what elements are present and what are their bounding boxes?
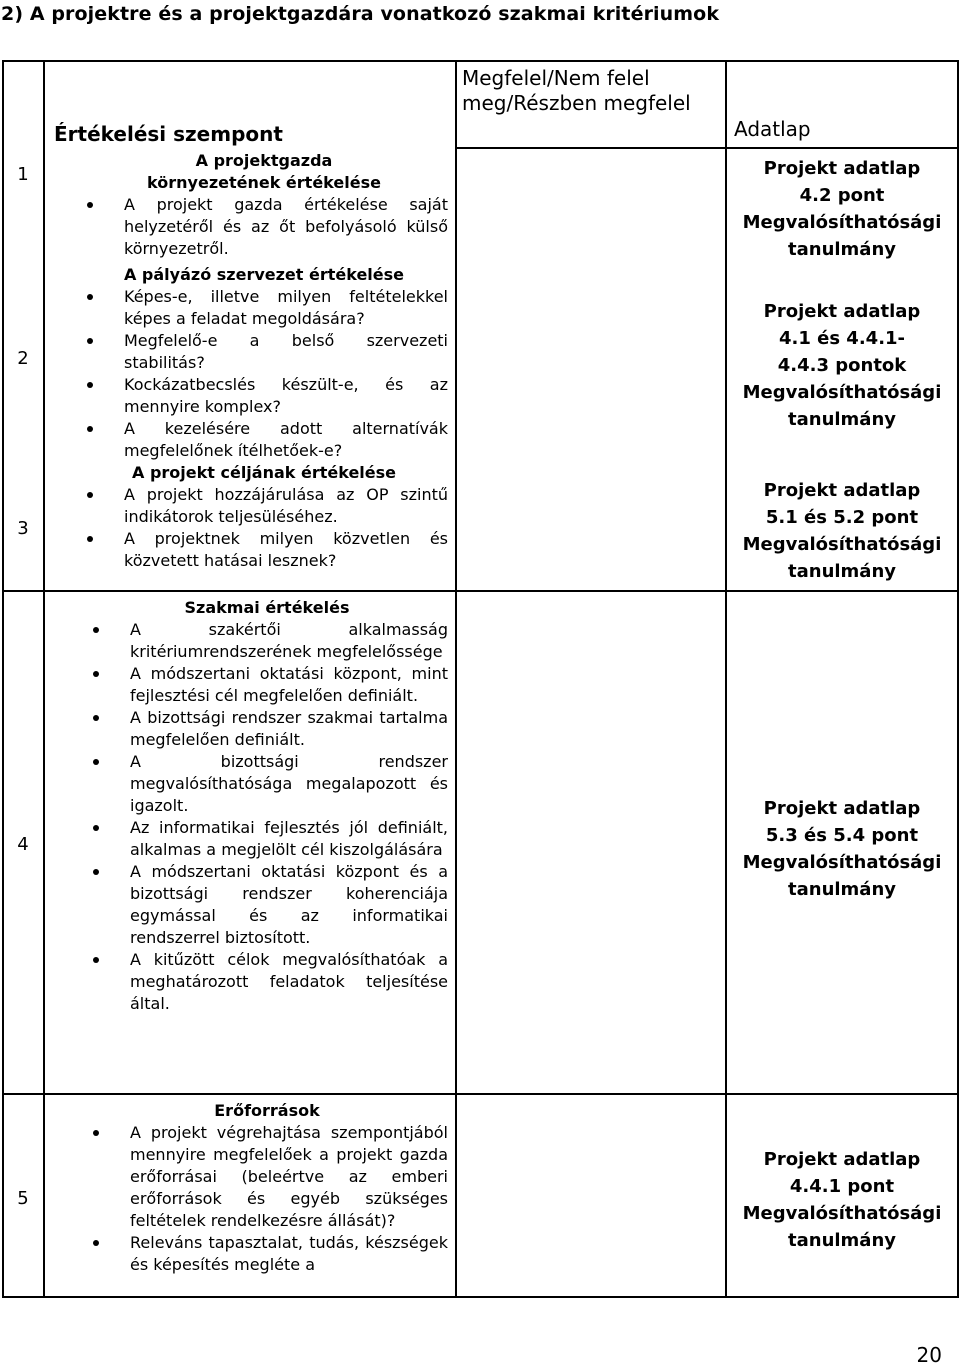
- datasheet-study: Megvalósíthatósági tanulmány: [742, 1203, 942, 1251]
- criterion-title: A pályázó szervezet értékelése: [123, 265, 405, 284]
- criterion-title: Szakmai értékelés: [184, 598, 350, 617]
- criterion-title: Erőforrások: [214, 1101, 320, 1120]
- list-item: A kitűzött célok megvalósíthatóak a meghatározott feladatok teljesítése által.: [86, 949, 448, 1015]
- row-divider: [2, 590, 958, 592]
- criterion-list: [80, 194, 448, 260]
- criterion-list: [86, 619, 448, 1015]
- section-heading: 2) A projektre és a projektgazdára vonatkozó szakmai kritériumok: [1, 3, 720, 25]
- datasheet-reference: Projekt adatlap 4.4.1 pont: [763, 1149, 921, 1197]
- datasheet-reference: Projekt adatlap 4.2 pont: [763, 158, 921, 206]
- datasheet-reference: Projekt adatlap 5.1 és 5.2 pont: [763, 480, 921, 528]
- table-border-top: [2, 60, 958, 62]
- list-item: A módszertani oktatási központ, mint fejlesztési cél megfelelően definiált.: [86, 663, 448, 707]
- criterion-list: [80, 286, 448, 462]
- list-item: A projekt gazda értékelése saját helyzetéről és az őt befolyásoló külső környezetről.: [80, 194, 448, 260]
- table-border-bottom: [2, 1296, 958, 1298]
- list-item: A projekt végrehajtása szempontjából mennyire megfelelőek a projekt gazda erőforrásai (beleértve az emberi erőforrások és egyéb szükséges feltételek rendelkezésre állását)?: [86, 1122, 448, 1232]
- datasheet-study: Megvalósíthatósági tanulmány: [742, 852, 942, 900]
- list-item: A bizottsági rendszer szakmai tartalma megfelelően definiált.: [86, 707, 448, 751]
- criterion-group: [80, 462, 448, 572]
- header-divider: [455, 147, 727, 149]
- datasheet-cell: [727, 1146, 957, 1254]
- datasheet-study: Megvalósíthatósági tanulmány: [742, 212, 942, 260]
- list-item: Képes-e, illetve milyen feltételekkel képes a feladat megoldására?: [80, 286, 448, 330]
- list-item: A szakértői alkalmasság kritériumrendszerének megfelelőssége: [86, 619, 448, 663]
- criterion-list: [86, 1122, 448, 1276]
- table-border-left: [2, 60, 4, 1298]
- row-number: 4: [17, 834, 29, 855]
- list-item: Releváns tapasztalat, tudás, készségek és képesítés megléte a: [86, 1232, 448, 1276]
- column-divider: [455, 60, 457, 1298]
- criterion-list: [80, 484, 448, 572]
- datasheet-cell: [727, 795, 957, 903]
- datasheet-cell: [727, 477, 957, 585]
- list-item: A projekt hozzájárulása az OP szintű indikátorok teljesüléséhez.: [80, 484, 448, 528]
- criterion-group: [80, 264, 448, 462]
- datasheet-study: Megvalósíthatósági tanulmány: [742, 534, 942, 582]
- datasheet-cell: [727, 155, 957, 263]
- row-divider: [2, 1093, 958, 1095]
- row-number: 1: [17, 164, 29, 185]
- list-item: A módszertani oktatási központ és a bizottsági rendszer koherenciája egymással és az informatikai rendszerrel biztosított.: [86, 861, 448, 949]
- datasheet-reference: Projekt adatlap 4.1 és 4.4.1-4.4.3 pontok: [763, 301, 921, 376]
- header-divider: [727, 147, 958, 149]
- list-item: A bizottsági rendszer megvalósíthatósága megalapozott és igazolt.: [86, 751, 448, 817]
- list-item: A projektnek milyen közvetlen és közvetett hatásai lesznek?: [80, 528, 448, 572]
- column-header-compliance: Megfelel/Nem felel meg/Részben megfelel: [462, 66, 691, 115]
- criterion-group: [86, 1100, 448, 1276]
- datasheet-study: Megvalósíthatósági tanulmány: [742, 382, 942, 430]
- criterion-title: A projekt céljának értékelése: [132, 463, 396, 482]
- page-number: 20: [916, 1343, 942, 1367]
- column-header-datasheet: Adatlap: [734, 117, 811, 141]
- table-border-right: [957, 60, 959, 1298]
- list-item: A kezelésére adott alternatívák megfelelőnek ítélhetőek-e?: [80, 418, 448, 462]
- datasheet-reference: Projekt adatlap 5.3 és 5.4 pont: [763, 798, 921, 846]
- column-header-criterion: Értékelési szempont: [54, 122, 283, 146]
- row-number: 3: [17, 518, 29, 539]
- list-item: Kockázatbecslés készült-e, és az mennyire komplex?: [80, 374, 448, 418]
- row-number: 2: [17, 348, 29, 369]
- datasheet-cell: [727, 298, 957, 433]
- column-divider: [43, 60, 45, 1298]
- criterion-group: [86, 597, 448, 1015]
- criterion-group: [80, 150, 448, 260]
- criterion-title: A projektgazda környezetének értékelése: [147, 151, 381, 192]
- list-item: Az informatikai fejlesztés jól definiált, alkalmas a megjelölt cél kiszolgálására: [86, 817, 448, 861]
- row-number: 5: [17, 1188, 29, 1209]
- list-item: Megfelelő-e a belső szervezeti stabilitás?: [80, 330, 448, 374]
